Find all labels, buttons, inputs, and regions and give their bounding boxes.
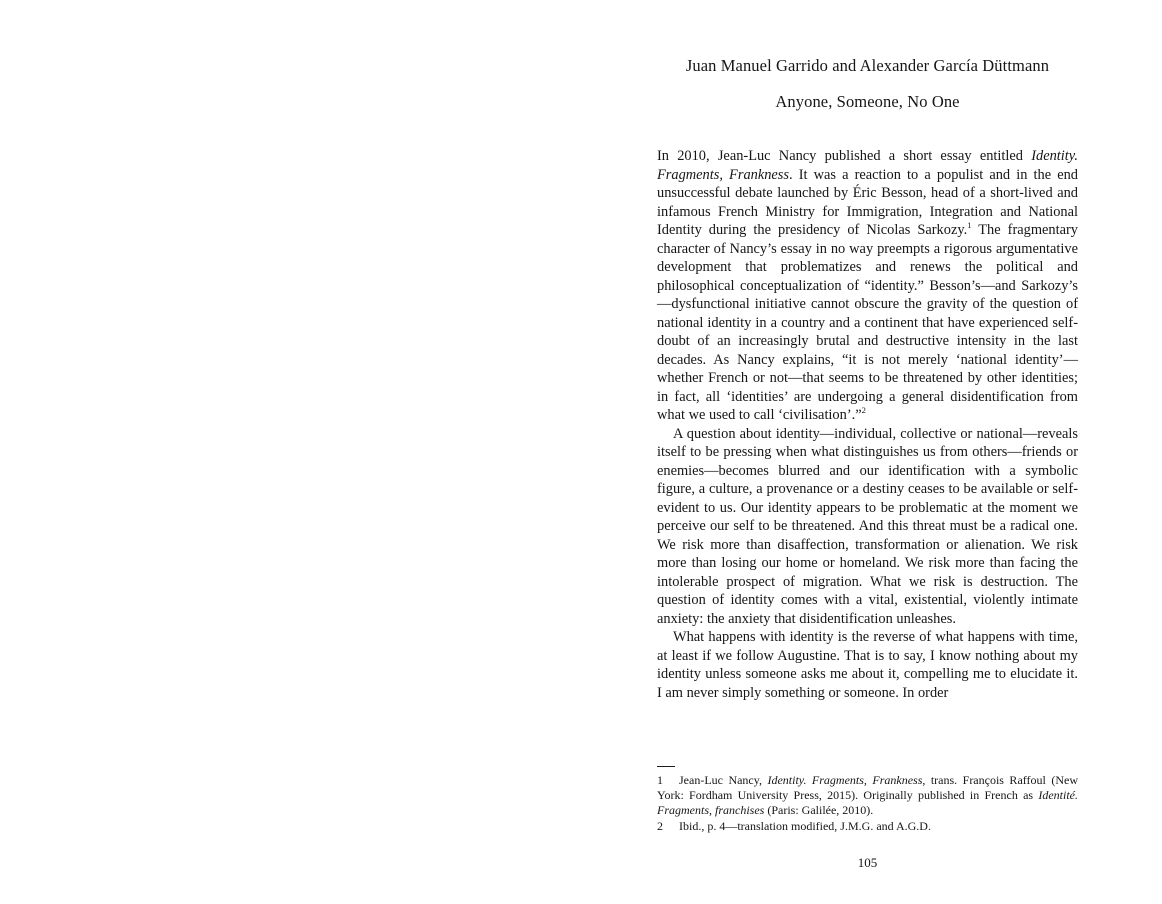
footnote-area: [657, 766, 1078, 834]
text-run: A question about identity—individual, collective or national—reveals itself to be pressing when what distinguishes us from others—friends or enemies—becomes blurred and our identification with a symbolic figure, a culture, a provenance or a destiny ceases to be available or self-evident to us. Our identity appears to be problematic at the moment we perceive our self to be threatened. And this threat must be a radical one. We risk more than disaffection, transformation or alienation. We risk more than losing our home or homeland. We risk more than facing the intolerable prospect of migration. What we risk is destruction. The question of identity comes with a vital, existential, violently intimate anxiety: the anxiety that disidentification unleashes.: [657, 425, 1078, 627]
paragraph: [657, 628, 1078, 702]
page-number: 105: [857, 855, 878, 870]
paragraph: [657, 425, 1078, 629]
footnote-separator-rule: [657, 766, 675, 767]
footnote: [657, 819, 1078, 834]
text-run: (Paris: Galilée, 2010).: [764, 803, 874, 818]
footnote-number: 2: [657, 818, 663, 833]
paragraph: [657, 147, 1078, 425]
footnotes: [657, 773, 1078, 834]
italic-text: Identité. Fragments, franchises: [657, 788, 1078, 818]
text-run: In 2010, Jean-Luc Nancy published a short essay entitled: [657, 148, 1032, 164]
italic-text: Identity. Fragments, Frankness: [767, 773, 923, 787]
italic-text: Identity. Fragments, Frankness: [657, 148, 1078, 183]
footnote-number: 1: [657, 773, 663, 787]
text-column: [657, 0, 1078, 904]
footnote-marker: 1: [967, 220, 972, 231]
text-run: Ibid., p. 4—translation modified, J.M.G. and A.G.D.: [679, 818, 931, 833]
body-text: [657, 147, 1078, 702]
text-run: The fragmentary character of Nancy’s essay in no way preempts a rigorous argumentative development that problematizes and renews the political and philosophical conceptualization of “identity.” Besson’s—and Sarkozy’s—dysfunctional initiative cannot obscure the gravity of the question of national identity in a country and a continent that have experienced self-doubt of an increasingly brutal and destructive intensity in the last decades. As Nancy explains, “it is not merely ‘national identity’—whether French or not—that seems to be threatened by other identities; in fact, all ‘identities’ are undergoing a general disidentification from what we used to call ‘civilisation’.”: [657, 222, 1078, 423]
text-run: Jean-Luc Nancy,: [679, 773, 768, 787]
text-run: , trans. François Raffoul (New York: Fordham University Press, 2015). Originally published in French as: [657, 773, 1078, 803]
footnote-marker: 2: [861, 405, 866, 416]
author-line: Juan Manuel Garrido and Alexander García Düttmann: [685, 56, 1050, 75]
text-run: . It was a reaction to a populist and in the end unsuccessful debate launched by Éric Besson, head of a short-lived and infamous French Ministry for Immigration, Integration and National Identity during the presidency of Nicolas Sarkozy.: [657, 166, 1078, 238]
footnote: [657, 773, 1078, 819]
essay-title: Anyone, Someone, No One: [775, 92, 960, 111]
text-run: What happens with identity is the reverse of what happens with time, at least if we follow Augustine. That is to say, I know nothing about my identity unless someone asks me about it, compelling me to elucidate it. I am never simply something or someone. In order: [657, 629, 1078, 701]
